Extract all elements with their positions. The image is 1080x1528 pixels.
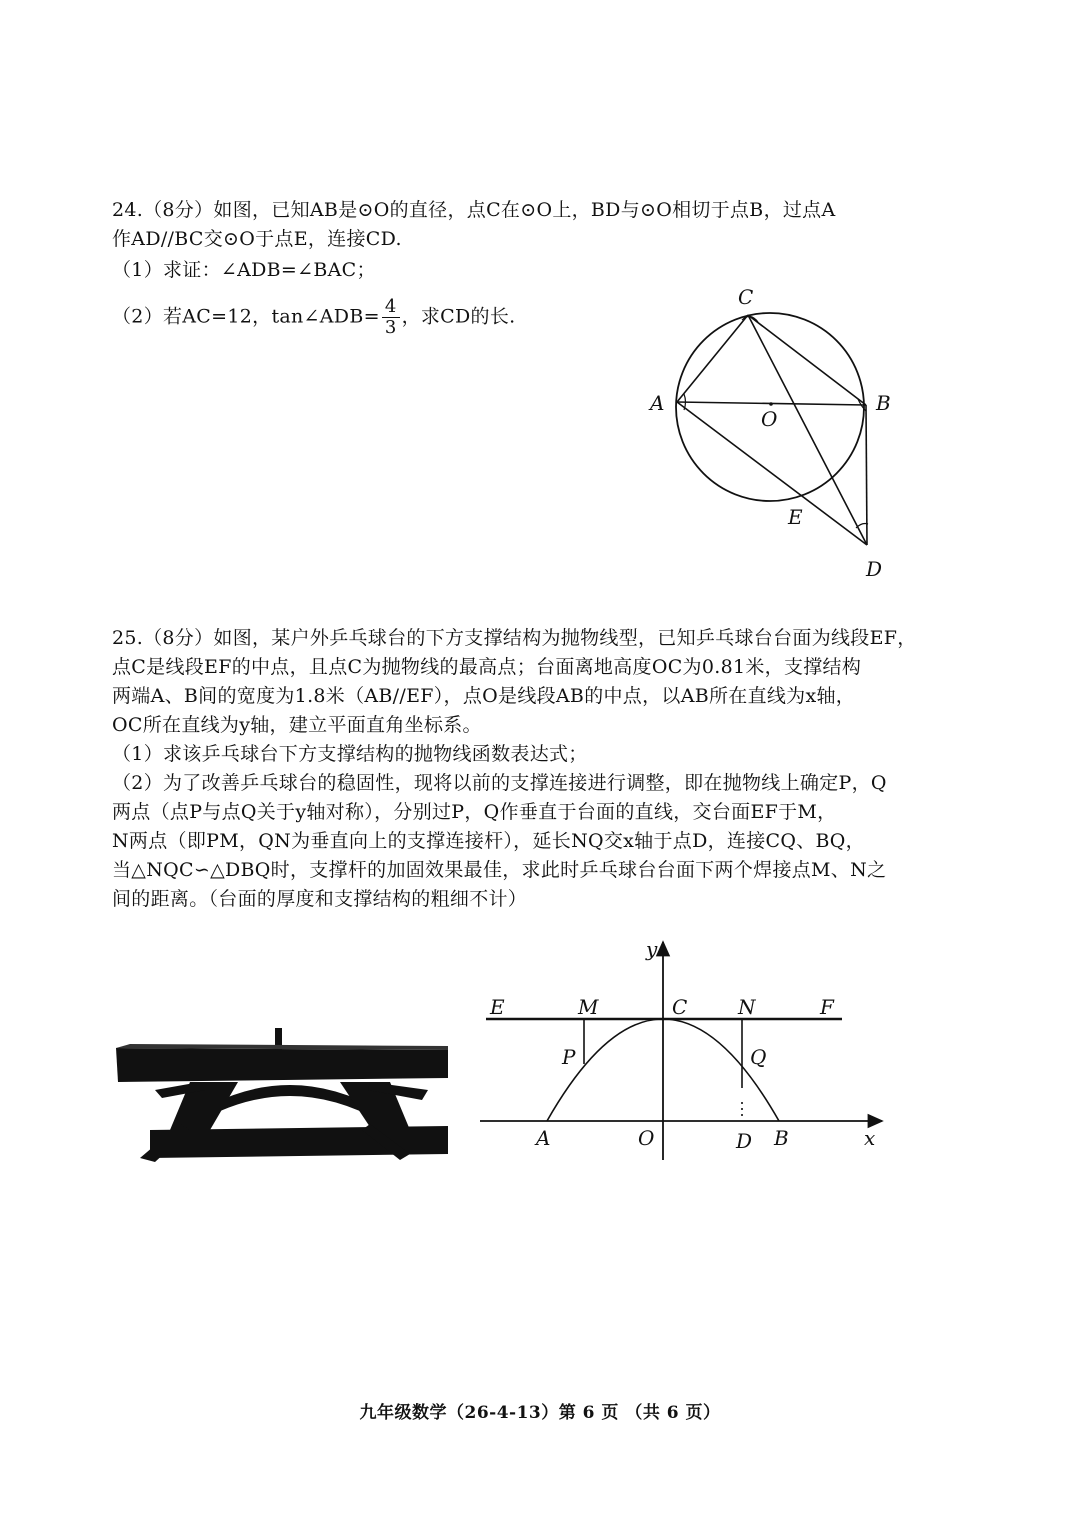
- q25-line-8: N两点（即PM，QN为垂直向上的支撑连接杆），延长NQ交x轴于点D，连接CQ、BQ，: [112, 830, 865, 852]
- label-y: y: [646, 937, 658, 961]
- label-o: O: [761, 407, 778, 431]
- label-b: B: [876, 391, 891, 415]
- segment-ac: [677, 315, 748, 402]
- q25-line-4: OC所在直线为y轴，建立平面直角坐标系。: [112, 714, 482, 736]
- q24-part-2-text-a: （2）若AC=12，tan∠ADB=: [112, 305, 380, 328]
- q24-circle-figure: [640, 280, 900, 590]
- label-d: D: [866, 557, 883, 581]
- label-c: C: [672, 995, 688, 1019]
- q25-line-2: 点C是线段EF的中点，且点C为抛物线的最高点；台面离地高度OC为0.81米，支撑结构: [112, 656, 862, 678]
- q25-line-5: （1）求该乒乓球台下方支撑结构的抛物线函数表达式；: [112, 743, 588, 765]
- q25-line-3: 两端A、B间的宽度为1.8米（AB//EF），点O是线段AB的中点，以AB所在直线为x轴，: [112, 685, 856, 707]
- q24-fraction: [382, 297, 400, 338]
- q25-line-9: 当△NQC∽△DBQ时，支撑杆的加固效果最佳，求此时乒乓球台台面下两个焊接点M、N之: [112, 859, 887, 881]
- label-o: O: [638, 1126, 655, 1150]
- label-x: x: [864, 1126, 876, 1150]
- q24-part-2-text-b: ，求CD的长.: [401, 305, 516, 328]
- q25-coordinate-figure: [470, 930, 900, 1170]
- label-n: N: [738, 995, 756, 1019]
- q24-fraction-denominator: 3: [384, 317, 397, 338]
- q24-fraction-numerator: 4: [382, 297, 400, 318]
- label-a: A: [536, 1126, 551, 1150]
- q25-line-7: 两点（点P与点Q关于y轴对称），分别过P，Q作垂直于台面的直线，交台面EF于M，: [112, 801, 837, 823]
- q25-line-1: 25.（8分）如图，某户外乒乓球台的下方支撑结构为抛物线型，已知乒乓球台台面为线段EF，: [112, 627, 917, 649]
- segment-cb: [748, 315, 866, 405]
- center-point-o: [769, 402, 773, 406]
- table-tennis-table-photo: [110, 1020, 455, 1165]
- page-footer: 九年级数学（26-4-13）第 6 页 （共 6 页）: [359, 1403, 721, 1423]
- q25-line-6: （2）为了改善乒乓球台的稳固性，现将以前的支撑连接进行调整，即在抛物线上确定P，Q: [112, 772, 887, 794]
- q24-line-1: 24.（8分）如图，已知AB是⊙O的直径，点C在⊙O上，BD与⊙O相切于点B，过点A: [112, 199, 836, 221]
- label-c: C: [738, 285, 754, 309]
- q25-line-10: 间的距离。（台面的厚度和支撑结构的粗细不计）: [112, 888, 528, 910]
- label-p: P: [562, 1045, 576, 1069]
- q24-part-1: （1）求证：∠ADB=∠BAC；: [112, 259, 376, 281]
- q24-line-2: 作AD//BC交⊙O于点E，连接CD.: [112, 228, 402, 250]
- label-f: F: [820, 995, 834, 1019]
- label-d: D: [736, 1129, 753, 1153]
- label-q: Q: [750, 1045, 767, 1069]
- label-e: E: [490, 995, 505, 1019]
- question-25: [112, 624, 952, 914]
- label-b: B: [774, 1126, 789, 1150]
- label-a: A: [650, 391, 665, 415]
- label-m: M: [578, 995, 599, 1019]
- label-e: E: [788, 505, 803, 529]
